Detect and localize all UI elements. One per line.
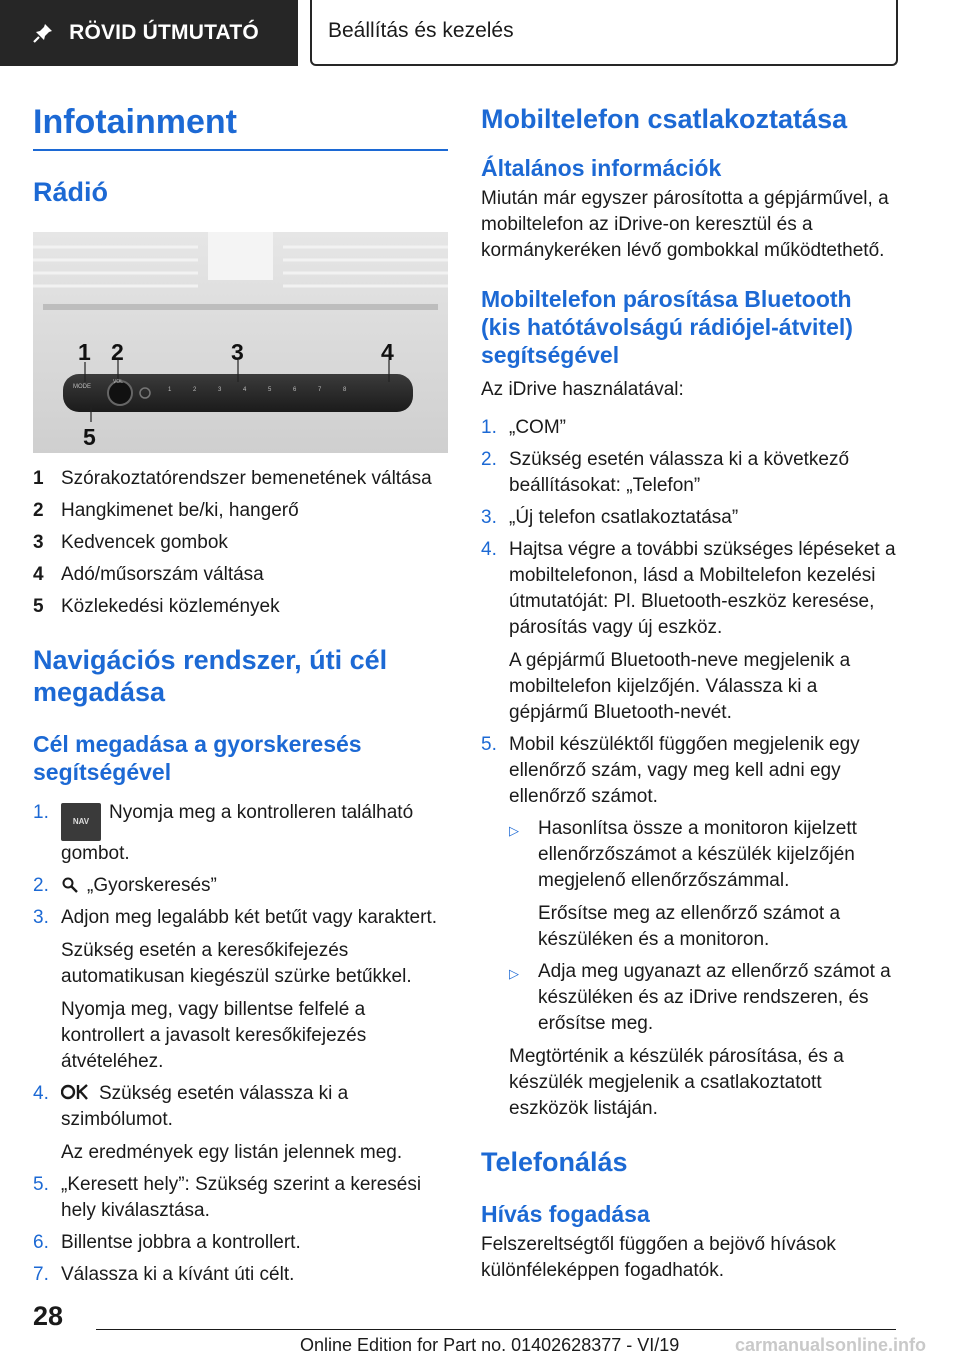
nav-step [33,1081,448,1166]
section-label: Beállítás és kezelés [328,19,514,42]
search-icon[interactable] [61,876,79,894]
pair-step [481,415,897,441]
legend-text: Hangkimenet be/ki, hangerő [61,500,299,521]
nav-step [33,1172,448,1224]
step-text: Szükség esetén válassza ki a szimbólumot. [61,1083,349,1130]
panel-label-mode: MODE [73,384,91,390]
sub-step [509,816,897,953]
sub-step-text: Adja meg ugyanazt az ellenőrző számot a készüléken és az iDrive rendszeren, és erősítse meg. [538,961,891,1034]
legend-text: Adó/műsorszám váltása [61,564,264,585]
step-note: A gépjármű Bluetooth-neve megjelenik a mobiltelefon kijelzőjén. Válassza ki a gépjármű Bluetooth-nevét. [509,650,851,723]
legend-num: 4 [33,564,44,585]
edition-text: Online Edition for Part no. 01402628377 - VI/19 [300,1335,680,1355]
footer-rule [96,1329,896,1330]
step-num: 7. [33,1264,49,1285]
image-label-4: 4 [381,339,394,365]
pair-step [481,447,897,499]
nav-button-icon[interactable]: NAV [61,803,101,841]
nav-subheading: Cél megadása a gyorskeresés segítségével [33,731,362,785]
step-text: Nyomja meg a kontrolleren található gombot. [61,802,414,864]
step-num: 1. [33,802,49,823]
sub-step-text: Hasonlítsa össze a monitoron kijelzett ellenőrzőszámot a készülék kijelzőjén megjelenő ellenőrzőszámmal. [538,818,857,891]
step-note: Nyomja meg, vagy billentse felfelé a kontrollert a javasolt keresőkifejezés átvételéhez. [61,999,367,1072]
legend-text: Szórakoztatórendszer bemenetének váltása [61,468,432,489]
panel-preset-3: 3 [218,387,222,393]
pairing-heading: Mobiltelefon párosítása Bluetooth (kis hatótávolságú rádiójel-átvitel) segítségével [481,286,853,368]
calls-heading: Telefonálás [481,1147,628,1177]
step-text: „COM” [509,417,566,438]
step-note: Szükség esetén a keresőkifejezés automatikusan kiegészül szürke betűkkel. [61,940,412,987]
left-column [33,100,448,1294]
legend-item [33,466,448,492]
ok-icon[interactable] [61,1082,91,1102]
receive-call-text: Felszereltségtől függően a bejövő hívások különféleképpen fogadhatók. [481,1234,836,1281]
radio-heading: Rádió [33,177,109,207]
panel-label-vol: VOL [113,379,124,385]
right-column [481,100,897,1284]
pair-step [481,732,897,1122]
radio-panel-image [33,232,448,453]
panel-preset-1: 1 [168,387,172,393]
nav-steps [33,800,448,1288]
watermark-logo: carmanualsonline.info [735,1335,927,1355]
section-tab[interactable] [310,0,898,66]
step-num: 2. [481,449,497,470]
legend-num: 5 [33,596,44,617]
nav-step [33,1230,448,1256]
image-label-5: 5 [83,424,96,450]
nav-step [33,800,448,867]
step-num: 4. [33,1083,49,1104]
page-title: Infotainment [33,103,237,141]
general-info-heading: Általános információk [481,155,722,181]
step-text: Szükség esetén válassza ki a következő beállításokat: „Telefon” [509,449,850,496]
nav-step [33,905,448,1075]
step-text: „Keresett hely”: Szükség szerint a keresési hely kiválasztása. [61,1174,422,1221]
triangle-right-icon: ▷ [509,966,519,981]
step-num: 5. [33,1174,49,1195]
pair-step [481,505,897,531]
panel-preset-4: 4 [243,387,247,393]
page-number: 28 [33,1301,64,1331]
step-text: „Gyorskeresés” [87,875,217,896]
nav-heading: Navigációs rendszer, úti cél megadása [33,645,388,707]
legend-num: 2 [33,500,44,521]
legend-item [33,562,448,588]
step-num: 6. [33,1232,49,1253]
image-label-1: 1 [78,339,91,365]
step-text: Válassza ki a kívánt úti célt. [61,1264,295,1285]
receive-call-heading: Hívás fogadása [481,1201,650,1227]
nav-step [33,1262,448,1288]
pushpin-icon [31,21,55,45]
step-note: Megtörténik a készülék párosítása, és a készülék megjelenik a csatlakoztatott eszközök listáján. [509,1046,844,1119]
quick-guide-label: RÖVID ÚTMUTATÓ [69,21,259,44]
image-label-3: 3 [231,339,244,365]
legend-text: Közlekedési közlemények [61,596,280,617]
panel-preset-7: 7 [318,387,322,393]
pairing-intro: Az iDrive használatával: [481,379,684,400]
step-text: Hajtsa végre a további szükséges lépéseket a mobiltelefonon, lásd a Mobiltelefon kezelési útmutatóját: Pl. Bluetooth-eszköz keresése, párosítás vagy új eszköz. [509,539,896,638]
radio-legend [33,466,448,620]
general-info-text: Miután már egyszer párosította a gépjárművel, a mobiltelefon az iDrive-on keresztül és a kormánykeréken lévő gombokkal működtethető. [481,188,889,261]
step-text: „Új telefon csatlakoztatása” [509,507,739,528]
nav-step [33,873,448,899]
step-text: Mobil készüléktől függően megjelenik egy ellenőrző szám, vagy meg kell adni egy ellenőrző számot. [509,734,860,807]
sub-step [509,959,897,1037]
legend-item [33,530,448,556]
legend-num: 1 [33,468,44,489]
step-num: 1. [481,417,497,438]
step-num: 2. [33,875,49,896]
step-text: Adjon meg legalább két betűt vagy karaktert. [61,907,438,928]
phone-heading: Mobiltelefon csatlakoztatása [481,104,848,134]
step-num: 3. [481,507,497,528]
title-rule [33,149,448,151]
triangle-right-icon: ▷ [509,823,519,838]
legend-text: Kedvencek gombok [61,532,228,553]
legend-item [33,594,448,620]
panel-preset-5: 5 [268,387,272,393]
image-label-2: 2 [111,339,124,365]
step-num: 3. [33,907,49,928]
step-num: 5. [481,734,497,755]
step-num: 4. [481,539,497,560]
step-text: Billentse jobbra a kontrollert. [61,1232,301,1253]
panel-preset-2: 2 [193,387,197,393]
step-note: Az eredmények egy listán jelennek meg. [61,1142,403,1163]
pairing-steps [481,415,897,1122]
panel-preset-8: 8 [343,387,347,393]
panel-preset-6: 6 [293,387,297,393]
pair-step [481,537,897,726]
quick-guide-tab[interactable] [0,0,298,66]
sub-step-note: Erősítse meg az ellenőrző számot a készüléken és a monitoron. [538,903,841,950]
legend-num: 3 [33,532,44,553]
legend-item [33,498,448,524]
page-header [0,0,960,66]
